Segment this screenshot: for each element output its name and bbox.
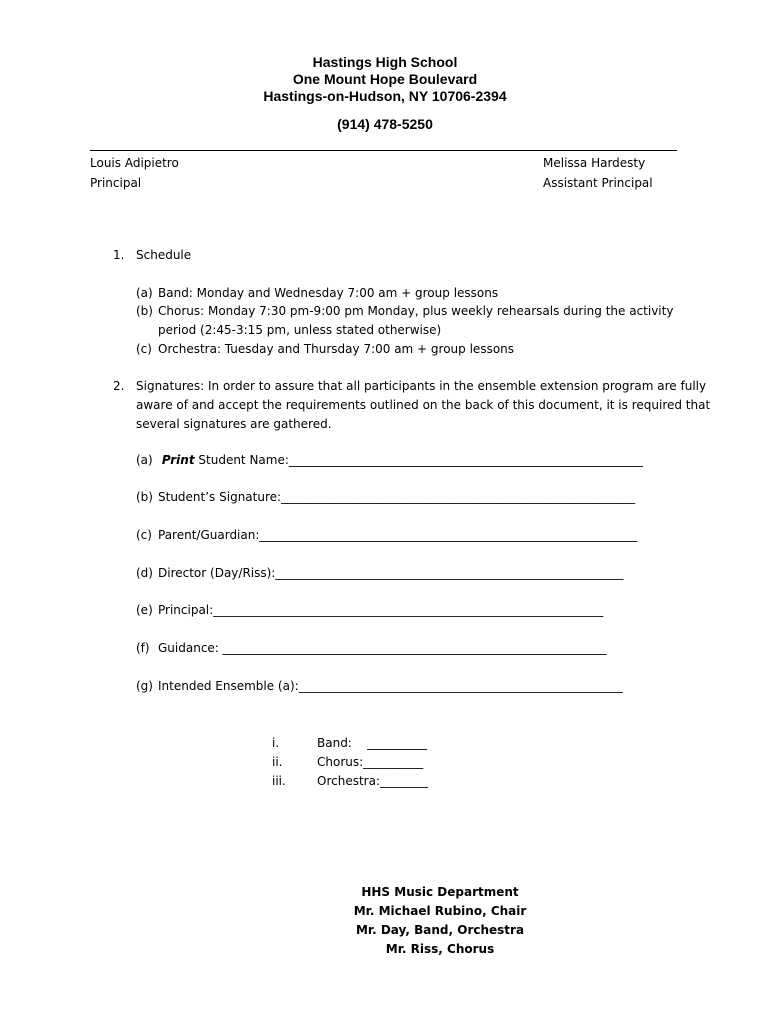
signature-student[interactable] — [136, 490, 635, 504]
print-emphasis: Print — [161, 453, 195, 467]
signature-label: (f) — [136, 641, 150, 655]
footer-chorus: Mr. Riss, Chorus — [385, 942, 495, 956]
schedule-band-text: Band: Monday and Wednesday 7:00 am + group lessons — [158, 286, 499, 300]
schedule-chorus-text: Chorus: Monday 7:30 pm-9:00 pm Monday, plus weekly rehearsals during the activity — [158, 304, 674, 318]
signature-field-label: Principal: — [158, 603, 214, 617]
signature-parent[interactable] — [136, 528, 637, 542]
header-divider — [90, 150, 677, 151]
principal-block — [90, 153, 179, 193]
schedule-chorus-text-cont: period (2:45-3:15 pm, unless stated otherwise) — [158, 323, 442, 337]
signature-label: (a) — [136, 453, 153, 467]
signature-field-label: Student’s Signature: — [158, 490, 282, 504]
footer-chair: Mr. Michael Rubino, Chair — [353, 904, 527, 918]
signature-label: (e) — [136, 603, 153, 617]
signature-blank[interactable]: _________________________________________________________________ — [213, 603, 604, 617]
schedule-chorus-label: (b) — [136, 304, 153, 318]
signature-field-label: Director (Day/Riss): — [158, 566, 276, 580]
footer-band-orchestra: Mr. Day, Band, Orchestra — [355, 923, 525, 937]
signature-blank[interactable]: ______________________________________________________ — [298, 679, 623, 693]
school-name: Hastings High School — [312, 54, 458, 70]
signature-field-label: Parent/Guardian: — [158, 528, 260, 542]
section1-title: Schedule — [136, 248, 192, 262]
section2-intro-line2: aware of and accept the requirements outlined on the back of this document, it is required that — [136, 398, 711, 412]
signature-blank[interactable]: ___________________________________________________________ — [281, 490, 636, 504]
signature-field-label: Student Name: — [194, 453, 289, 467]
ensemble-text: Band: __________ — [317, 736, 428, 750]
schedule-orchestra-text: Orchestra: Tuesday and Thursday 7:00 am + group lessons — [158, 342, 515, 356]
signature-student-name[interactable] — [136, 453, 643, 467]
assistant-principal-name: Melissa Hardesty — [543, 156, 646, 170]
music-department-footer — [0, 883, 770, 959]
signature-label: (c) — [136, 528, 152, 542]
signature-blank[interactable]: _______________________________________________________________ — [259, 528, 638, 542]
ensemble-numeral: i. — [272, 736, 280, 750]
intended-ensemble[interactable] — [136, 679, 623, 693]
signature-field-label: Guidance: — [158, 641, 223, 655]
signature-blank[interactable]: __________________________________________________________ — [275, 566, 624, 580]
signature-guidance[interactable] — [136, 641, 607, 655]
ensemble-numeral: ii. — [272, 755, 283, 769]
footer-department: HHS Music Department — [361, 885, 519, 899]
principal-name: Louis Adipietro — [90, 156, 179, 170]
ensemble-numeral: iii. — [272, 774, 286, 788]
section2-intro-line1: Signatures: In order to assure that all participants in the ensemble extension program are fully — [136, 379, 707, 393]
signature-field-label: Intended Ensemble (a): — [158, 679, 299, 693]
section2-intro-line3: several signatures are gathered. — [136, 417, 332, 431]
ensemble-text: Orchestra:________ — [317, 774, 428, 788]
schedule-orchestra-label: (c) — [136, 342, 152, 356]
signature-label: (g) — [136, 679, 153, 693]
signature-blank[interactable]: ___________________________________________________________ — [288, 453, 643, 467]
school-address-line1: One Mount Hope Boulevard — [292, 71, 478, 87]
principal-title: Principal — [90, 176, 142, 190]
school-phone: (914) 478-5250 — [337, 116, 433, 132]
assistant-principal-block — [543, 153, 653, 193]
section1-number: 1. — [113, 248, 125, 262]
school-address-line2: Hastings-on-Hudson, NY 10706-2394 — [263, 88, 507, 104]
ensemble-text: Chorus:__________ — [317, 755, 424, 769]
signature-blank[interactable]: ________________________________________________________________ — [222, 641, 607, 655]
signature-principal[interactable] — [136, 603, 603, 617]
assistant-principal-title: Assistant Principal — [543, 176, 653, 190]
letterhead — [0, 54, 770, 133]
signature-label: (b) — [136, 490, 153, 504]
signature-director[interactable] — [136, 566, 623, 580]
section2-number: 2. — [113, 379, 125, 393]
schedule-band-label: (a) — [136, 286, 153, 300]
signature-label: (d) — [136, 566, 153, 580]
